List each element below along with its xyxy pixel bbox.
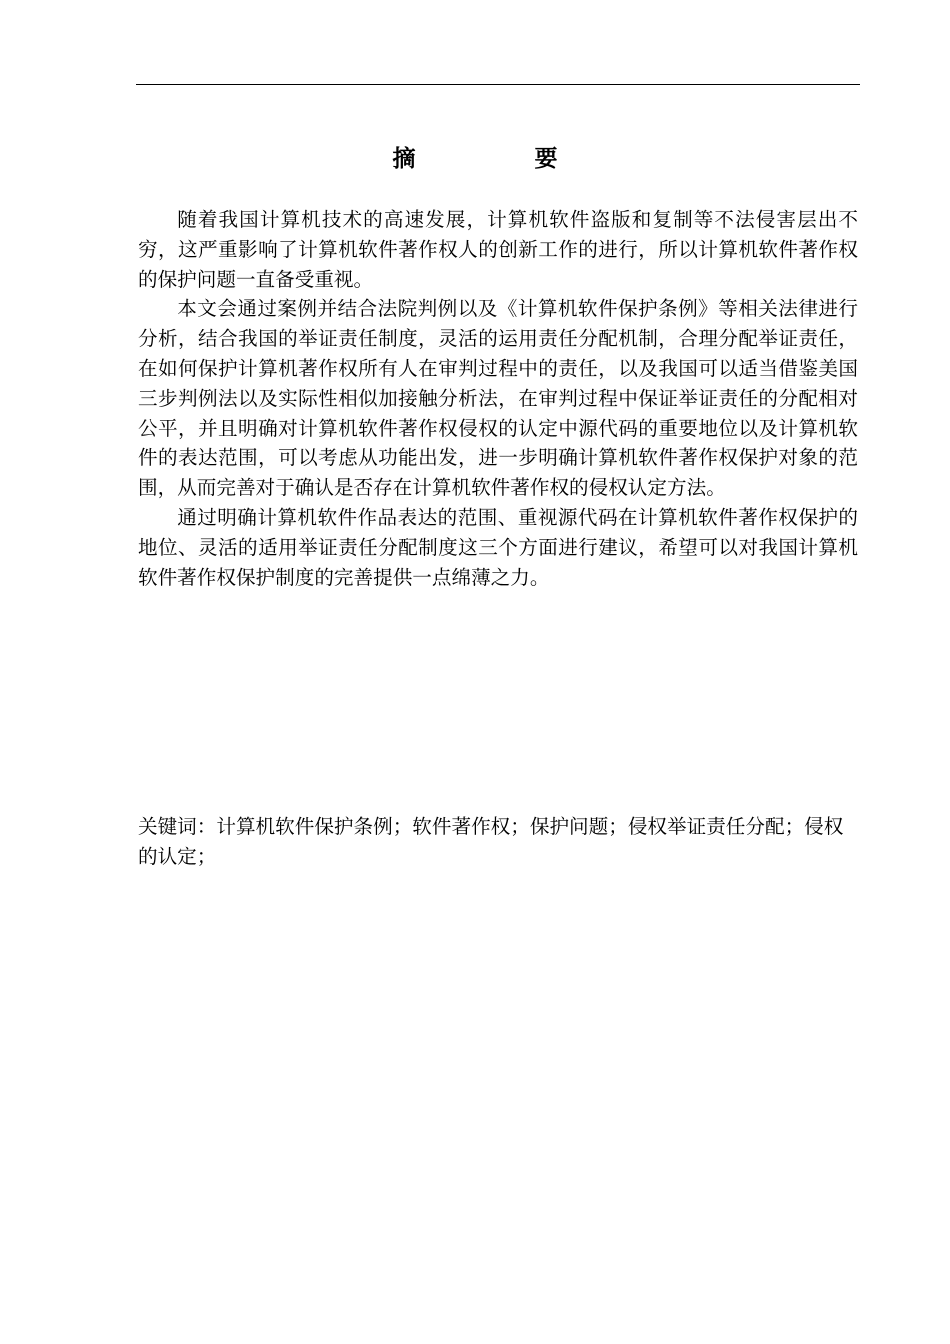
abstract-paragraph-2: 本文会通过案例并结合法院判例以及《计算机软件保护条例》等相关法律进行分析，结合我国的举证责任制度，灵活的运用责任分配机制，合理分配举证责任，在如何保护计算机著作权所有人在审判过程中的责任，以及我国可以适当借鉴美国三步判例法以及实际性相似加接触分析法，在审判过程中保证举证责任的分配相对公平，并且明确对计算机软件著作权侵权的认定中源代码的重要地位以及计算机软件的表达范围，可以考虑从功能出发，进一步明确计算机软件著作权保护对象的范围，从而完善对于确认是否存在计算机软件著作权的侵权认定方法。: [138, 297, 858, 500]
abstract-paragraph-1: 随着我国计算机技术的高速发展，计算机软件盗版和复制等不法侵害层出不穷，这严重影响了计算机软件著作权人的创新工作的进行，所以计算机软件著作权的保护问题一直备受重视。: [138, 208, 858, 291]
header-rule: [136, 84, 860, 85]
abstract-body: [138, 205, 858, 592]
keywords-section: [138, 812, 858, 872]
abstract-paragraph-3: 通过明确计算机软件作品表达的范围、重视源代码在计算机软件著作权保护的地位、灵活的适用举证责任分配制度这三个方面进行建议，希望可以对我国计算机软件著作权保护制度的完善提供一点绵薄之力。: [138, 505, 858, 589]
keywords-text: 计算机软件保护条例；软件著作权；保护问题；侵权举证责任分配；侵权的认定；: [138, 815, 844, 868]
page-title: 摘 要: [392, 145, 606, 172]
keywords-label: 关键词：: [138, 815, 217, 838]
